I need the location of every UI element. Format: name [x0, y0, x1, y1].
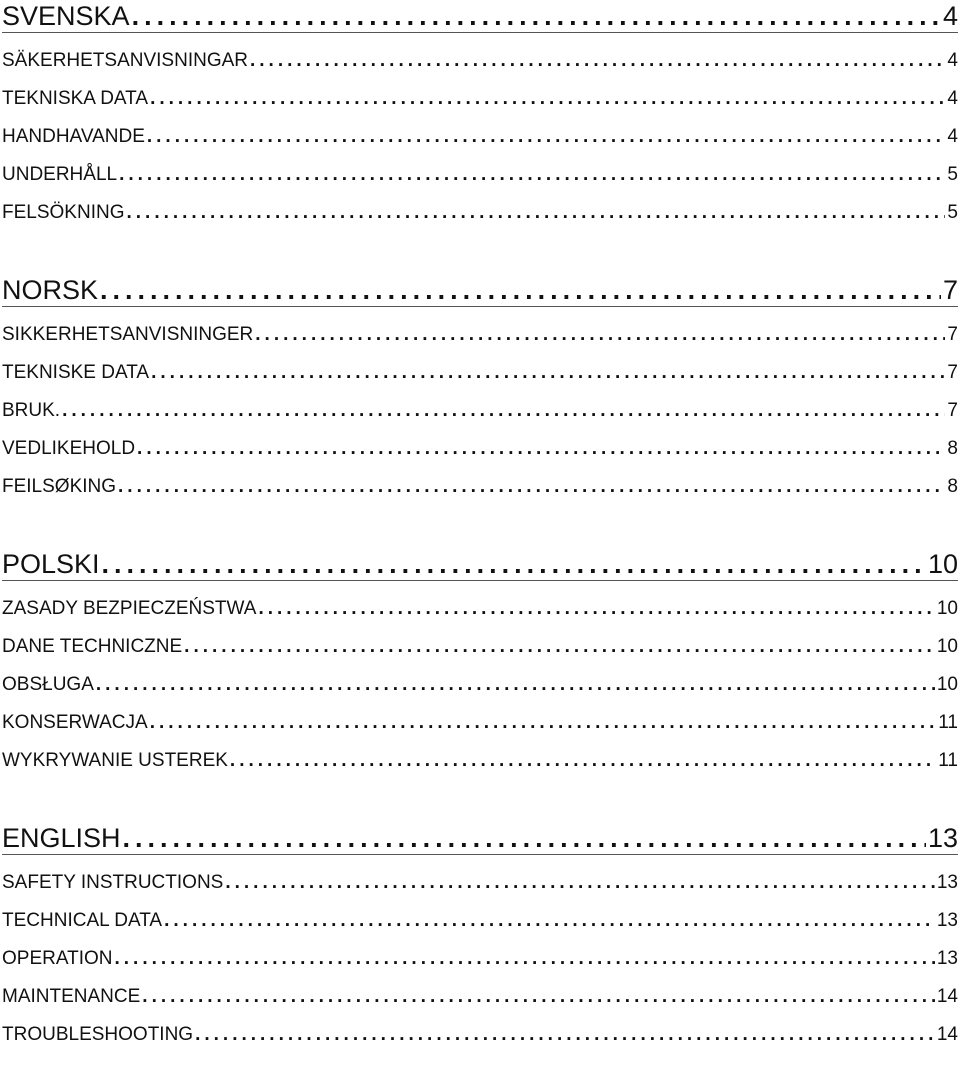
toc-heading[interactable] — [2, 548, 958, 581]
toc-entry[interactable] — [2, 194, 958, 232]
toc-section-english — [2, 822, 958, 1054]
toc-entry-label: KONSERWACJA — [2, 712, 148, 733]
dot-leader — [147, 118, 946, 156]
toc-entry-label: SÄKERHETSANVISNINGAR — [2, 50, 248, 71]
toc-entry-label: FEILSØKING — [2, 476, 117, 497]
toc-entry[interactable] — [2, 742, 958, 780]
dot-leader — [115, 940, 935, 978]
toc-entry[interactable] — [2, 1016, 958, 1054]
toc-entry-page: 4 — [947, 50, 958, 71]
toc-entry-label: SIKKERHETSANVISNINGER — [2, 324, 254, 345]
toc-entry-page: 13 — [936, 872, 958, 893]
dot-leader — [102, 548, 926, 580]
toc-entry-page: 5 — [947, 202, 958, 223]
toc-entry[interactable] — [2, 666, 958, 704]
dot-leader — [137, 430, 945, 468]
toc-heading-label: ENGLISH — [2, 823, 121, 853]
dot-leader — [150, 80, 945, 118]
toc-entry[interactable] — [2, 864, 958, 902]
dot-leader — [132, 0, 941, 32]
toc-entry[interactable] — [2, 628, 958, 666]
toc-entry-label: UNDERHÅLL — [2, 164, 118, 185]
toc-entry[interactable] — [2, 118, 958, 156]
toc-entry-label: VEDLIKEHOLD — [2, 438, 136, 459]
toc-heading-page: 4 — [942, 1, 958, 31]
toc-entry-page: 14 — [936, 986, 958, 1007]
dot-leader — [250, 42, 945, 80]
toc-entry-page: 13 — [936, 910, 958, 931]
toc-entry-page: 8 — [947, 476, 958, 497]
toc-section-svenska — [2, 0, 958, 232]
toc-entry[interactable] — [2, 704, 958, 742]
toc-entry-page: 4 — [947, 126, 958, 147]
toc-entry[interactable] — [2, 978, 958, 1016]
toc-entry-page: 8 — [947, 438, 958, 459]
toc-entry-page: 10 — [936, 598, 958, 619]
dot-leader — [62, 392, 945, 430]
toc-entry[interactable] — [2, 902, 958, 940]
dot-leader — [118, 468, 945, 506]
dot-leader — [150, 704, 937, 742]
toc-entry[interactable] — [2, 156, 958, 194]
toc-entry-label: SAFETY INSTRUCTIONS — [2, 872, 224, 893]
toc-entry[interactable] — [2, 940, 958, 978]
toc-entry[interactable] — [2, 430, 958, 468]
dot-leader — [126, 194, 945, 232]
toc-heading[interactable] — [2, 274, 958, 307]
toc-entry[interactable] — [2, 392, 958, 430]
toc-heading-label: POLSKI — [2, 549, 100, 579]
toc-entry-label: HANDHAVANDE — [2, 126, 145, 147]
toc-entry-page: 5 — [947, 164, 958, 185]
dot-leader — [151, 354, 945, 392]
toc-entry-page: 7 — [947, 362, 958, 383]
toc-entry-label: ZASADY BEZPIECZEŃSTWA — [2, 598, 257, 619]
dot-leader — [142, 978, 935, 1016]
toc-entry[interactable] — [2, 468, 958, 506]
dot-leader — [123, 822, 926, 854]
toc-heading[interactable] — [2, 0, 958, 33]
toc-entry-page: 13 — [936, 948, 958, 969]
toc-entry-page: 11 — [938, 750, 958, 771]
toc-heading-label: NORSK — [2, 275, 99, 305]
toc-entry-label: FELSÖKNING — [2, 202, 125, 223]
toc-entry-page: 4 — [947, 88, 958, 109]
toc-heading-label: SVENSKA — [2, 1, 130, 31]
toc-entry-label: DANE TECHNICZNE — [2, 636, 183, 657]
toc-entry[interactable] — [2, 316, 958, 354]
toc-heading-page: 13 — [927, 823, 958, 853]
toc-heading[interactable] — [2, 822, 958, 855]
toc-heading-page: 10 — [927, 549, 958, 579]
toc-entry-page: 7 — [947, 324, 958, 345]
toc-entry-label: TEKNISKA DATA — [2, 88, 149, 109]
toc-entry-page: 14 — [936, 1024, 958, 1045]
dot-leader — [100, 274, 941, 306]
toc-section-polski — [2, 548, 958, 780]
toc-entry[interactable] — [2, 42, 958, 80]
dot-leader — [230, 742, 936, 780]
toc-entry-label: TROUBLESHOOTING — [2, 1024, 194, 1045]
toc-entry-page: 10 — [936, 636, 958, 657]
toc-entry-label: BRUK. — [2, 400, 61, 421]
dot-leader — [119, 156, 945, 194]
toc-entry-page: 10 — [936, 674, 958, 695]
dot-leader — [184, 628, 935, 666]
dot-leader — [225, 864, 935, 902]
toc-entry[interactable] — [2, 354, 958, 392]
dot-leader — [96, 666, 935, 704]
toc-entry-label: MAINTENANCE — [2, 986, 141, 1007]
toc-entry-label: OPERATION — [2, 948, 113, 969]
toc-heading-page: 7 — [942, 275, 958, 305]
dot-leader — [255, 316, 945, 354]
toc-entry-page: 11 — [938, 712, 958, 733]
dot-leader — [164, 902, 935, 940]
toc-section-norsk — [2, 274, 958, 506]
toc-entry-label: TEKNISKE DATA — [2, 362, 150, 383]
dot-leader — [258, 590, 934, 628]
toc-entry-page: 7 — [947, 400, 958, 421]
toc-entry-label: OBSŁUGA — [2, 674, 94, 695]
toc-entry[interactable] — [2, 590, 958, 628]
toc-entry-label: WYKRYWANIE USTEREK — [2, 750, 228, 771]
dot-leader — [195, 1016, 935, 1054]
toc-entry[interactable] — [2, 80, 958, 118]
toc-entry-label: TECHNICAL DATA — [2, 910, 163, 931]
